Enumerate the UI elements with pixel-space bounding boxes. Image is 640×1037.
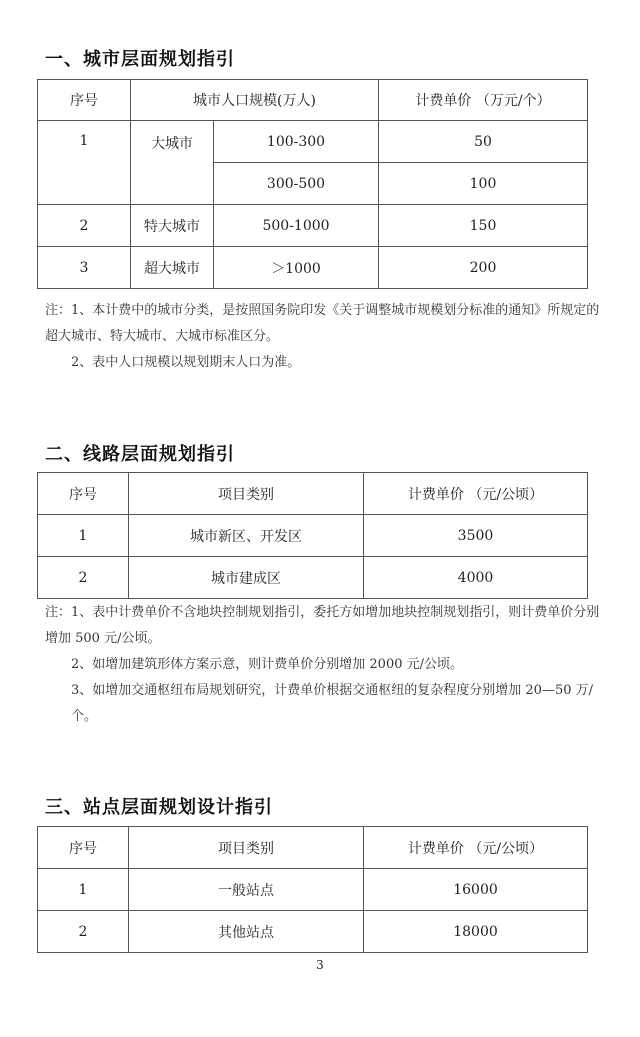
population-range: ＞1000 bbox=[214, 247, 379, 289]
note-item: 注：1、本计费中的城市分类，是按照国务院印发《关于调整城市规模划分标准的通知》所规定的超大城市、特大城市、大城市标准区分。 bbox=[45, 303, 600, 344]
population-range: 100-300 bbox=[214, 121, 379, 163]
price-value: 4000 bbox=[364, 557, 588, 599]
header-no: 序号 bbox=[38, 473, 129, 515]
station-level-table bbox=[37, 826, 588, 953]
header-no: 序号 bbox=[38, 80, 131, 121]
row-no: 1 bbox=[38, 121, 131, 205]
header-price: 计费单价 （元/公顷） bbox=[364, 473, 588, 515]
price-value: 200 bbox=[379, 247, 588, 289]
note-item: 3、如增加交通枢纽布局规划研究，计费单价根据交通枢纽的复杂程度分别增加 20—50 万/个。 bbox=[71, 683, 594, 724]
line-level-table bbox=[37, 472, 588, 599]
section1-notes bbox=[45, 298, 605, 376]
row-no: 2 bbox=[38, 205, 131, 247]
city-type: 特大城市 bbox=[131, 205, 214, 247]
price-value: 16000 bbox=[364, 869, 588, 911]
city-type: 大城市 bbox=[131, 121, 214, 205]
section1-title: 一、城市层面规划指引 bbox=[45, 49, 235, 70]
category: 城市新区、开发区 bbox=[129, 515, 364, 557]
price-value: 18000 bbox=[364, 911, 588, 953]
note-item: 注：1、表中计费单价不含地块控制规划指引，委托方如增加地块控制规划指引，则计费单价分别增加 500 元/公顷。 bbox=[45, 605, 600, 646]
city-type: 超大城市 bbox=[131, 247, 214, 289]
note-item: 2、如增加建筑形体方案示意，则计费单价分别增加 2000 元/公顷。 bbox=[71, 657, 463, 672]
category: 其他站点 bbox=[129, 911, 364, 953]
header-price: 计费单价 （万元/个） bbox=[379, 80, 588, 121]
price-value: 150 bbox=[379, 205, 588, 247]
section3-title: 三、站点层面规划设计指引 bbox=[45, 797, 273, 818]
row-no: 2 bbox=[38, 557, 129, 599]
population-range: 300-500 bbox=[214, 163, 379, 205]
note-item: 2、表中人口规模以规划期末人口为准。 bbox=[71, 355, 301, 370]
category: 一般站点 bbox=[129, 869, 364, 911]
price-value: 50 bbox=[379, 121, 588, 163]
header-population: 城市人口规模(万人) bbox=[131, 80, 379, 121]
row-no: 3 bbox=[38, 247, 131, 289]
section2-title: 二、线路层面规划指引 bbox=[45, 444, 235, 465]
page-number: 3 bbox=[316, 958, 324, 972]
header-category: 项目类别 bbox=[129, 473, 364, 515]
price-value: 3500 bbox=[364, 515, 588, 557]
header-no: 序号 bbox=[38, 827, 129, 869]
header-category: 项目类别 bbox=[129, 827, 364, 869]
price-value: 100 bbox=[379, 163, 588, 205]
row-no: 1 bbox=[38, 869, 129, 911]
row-no: 2 bbox=[38, 911, 129, 953]
section2-notes bbox=[45, 600, 605, 730]
header-price: 计费单价 （元/公顷） bbox=[364, 827, 588, 869]
city-level-table bbox=[37, 79, 588, 289]
category: 城市建成区 bbox=[129, 557, 364, 599]
population-range: 500-1000 bbox=[214, 205, 379, 247]
row-no: 1 bbox=[38, 515, 129, 557]
